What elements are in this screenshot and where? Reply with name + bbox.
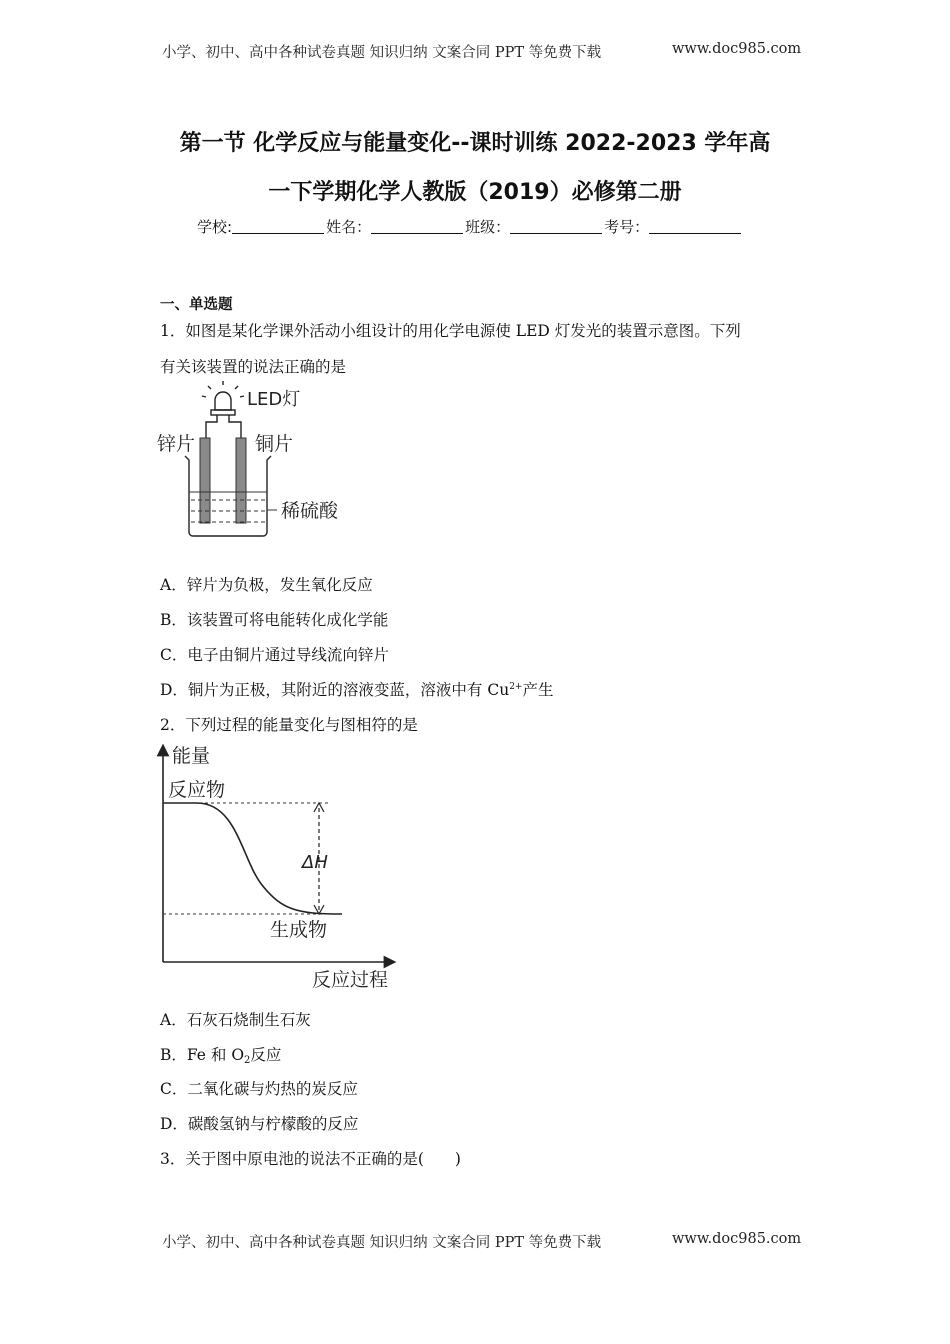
class-blank[interactable] [510, 218, 602, 234]
q2-option-c[interactable]: C．二氧化碳与灼热的炭反应 [160, 1080, 358, 1098]
q2-stem: 2．下列过程的能量变化与图相符的是 [160, 716, 418, 734]
q2-option-b-tail: 反应 [250, 1046, 282, 1064]
exam-no-label: 考号： [604, 218, 650, 236]
y-axis-label: 能量 [172, 745, 211, 767]
footer-text: 小学、初中、高中各种试卷真题 知识归纳 文案合同 PPT 等免费下载 [162, 1235, 602, 1251]
q2-option-b[interactable] [160, 1043, 281, 1066]
class-label: 班级： [465, 218, 511, 236]
name-label: 姓名： [326, 218, 372, 236]
q1-stem-line2: 有关该装置的说法正确的是 [160, 358, 347, 376]
page-header [162, 41, 802, 62]
q2-option-d[interactable]: D．碳酸氢钠与柠檬酸的反应 [160, 1115, 359, 1133]
q1-stem-line1: 1．如图是某化学课外活动小组设计的用化学电源使 LED 灯发光的装置示意图。下列 [160, 322, 741, 340]
title-line-2: 一下学期化学人教版（2019）必修第二册 [268, 180, 682, 205]
acid-label: 稀硫酸 [281, 500, 339, 522]
section-heading: 一、单选题 [160, 297, 233, 313]
q1-option-c[interactable]: C．电子由铜片通过导线流向锌片 [160, 646, 389, 664]
student-info [197, 216, 743, 237]
q1-option-b[interactable]: B．该装置可将电能转化成化学能 [160, 611, 389, 629]
delta-h-label: ΔH [302, 852, 328, 873]
title-line-1: 第一节 化学反应与能量变化--课时训练 2022-2023 学年高 [179, 131, 771, 156]
school-label: 学校: [197, 218, 233, 236]
name-blank[interactable] [371, 218, 463, 234]
reactants-label: 反应物 [168, 779, 226, 801]
school-blank[interactable] [232, 218, 324, 234]
led-bulb-icon [202, 381, 244, 415]
q2-figure-energy-diagram [152, 740, 412, 992]
q1-option-d-charge: 2+ [509, 682, 523, 692]
header-site-link[interactable]: www.doc985.com [672, 41, 802, 57]
q2-option-b-text: B．Fe 和 O [160, 1046, 245, 1064]
footer-site-link[interactable]: www.doc985.com [672, 1231, 802, 1247]
page-footer [162, 1231, 802, 1252]
header-text: 小学、初中、高中各种试卷真题 知识归纳 文案合同 PPT 等免费下载 [162, 45, 602, 61]
exam-no-blank[interactable] [649, 218, 741, 234]
q1-option-a[interactable]: A．锌片为负极，发生氧化反应 [160, 576, 373, 594]
q1-option-d-text: D．铜片为正极，其附近的溶液变蓝，溶液中有 Cu [160, 681, 510, 699]
q2-option-b-subscript: 2 [244, 1055, 251, 1066]
q1-figure-galvanic-cell [155, 380, 365, 540]
x-axis-label: 反应过程 [312, 969, 389, 991]
q1-option-d-tail: 产生 [522, 681, 554, 699]
copper-label: 铜片 [255, 433, 294, 455]
q1-option-d[interactable] [160, 678, 554, 700]
led-label: LED灯 [247, 389, 301, 410]
products-label: 生成物 [270, 919, 328, 941]
q3-stem: 3．关于图中原电池的说法不正确的是( ) [160, 1150, 461, 1168]
q2-option-a[interactable]: A．石灰石烧制生石灰 [160, 1011, 311, 1029]
zinc-label: 锌片 [157, 433, 196, 455]
